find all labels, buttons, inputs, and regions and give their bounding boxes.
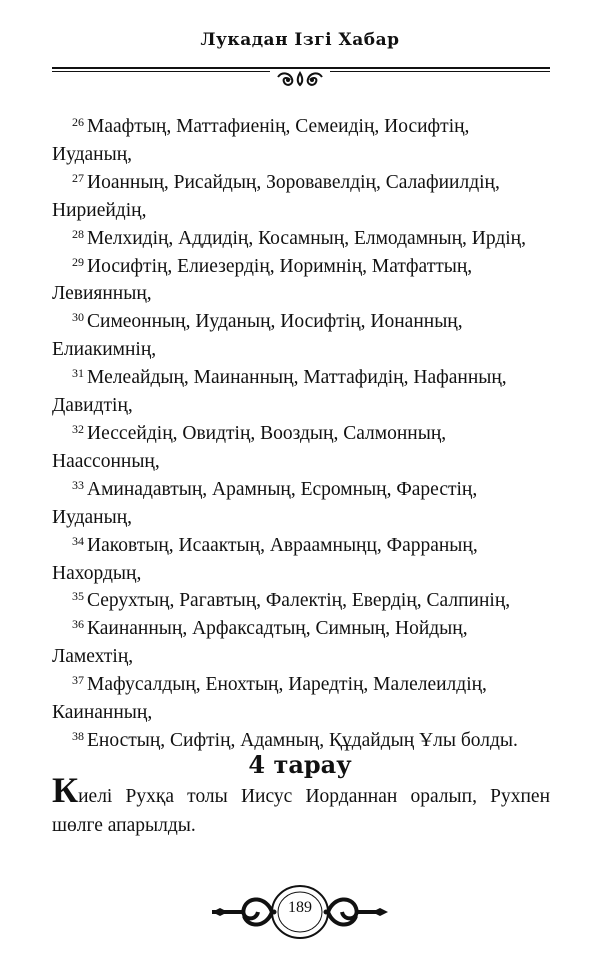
verse-number: 31 <box>72 366 84 381</box>
verse-line <box>52 699 552 727</box>
verse-line <box>52 392 552 420</box>
verse-text: Левиянның, <box>52 283 152 305</box>
verse-line <box>52 141 552 169</box>
verse-line <box>52 504 552 532</box>
verse-text: Наассонның, <box>52 450 160 472</box>
verse-text: Иаковтың, Исаактың, Авраамныңц, Фарраның, <box>87 534 478 556</box>
verse-text: Мафусалдың, Енохтың, Иаредтің, Малелеилдің, <box>87 674 487 696</box>
verse-text: Иуданың, <box>52 506 133 528</box>
verse-text: Маафтың, Маттафиенің, Семеидің, Иосифтің, <box>87 116 470 137</box>
verse-number: 28 <box>72 226 84 241</box>
verse-list <box>52 113 552 755</box>
verse-text: Иоанның, Рисайдың, Зоровавелдің, Салафиилдің, <box>87 171 500 193</box>
verse-text: Давидтің, <box>52 395 133 417</box>
verse-line <box>52 476 552 504</box>
running-header-title: Лукадан Ізгі Хабар <box>200 30 400 50</box>
verse-text: Ламехтің, <box>52 646 134 668</box>
verse-number: 37 <box>72 673 84 688</box>
drop-cap: К <box>52 770 79 810</box>
verse-line <box>52 336 552 364</box>
verse-number: 30 <box>72 310 84 325</box>
verse-line <box>52 169 552 197</box>
verse-line <box>52 643 552 671</box>
verse-text: Серухтың, Рагавтың, Фалектің, Евердің, Салпинің, <box>87 590 511 612</box>
verse-line <box>52 448 552 476</box>
verse-text: Каинанның, <box>52 702 153 724</box>
verse-number: 33 <box>72 477 84 492</box>
header-ornament-icon <box>270 69 330 89</box>
verse-text: Аминадавтың, Арамның, Есромның, Фарестің, <box>87 478 478 500</box>
verse-number: 36 <box>72 617 84 632</box>
verse-text: Нириейдің, <box>52 199 147 221</box>
verse-number: 35 <box>72 589 84 604</box>
chapter-heading: 4 тарау <box>248 750 352 779</box>
paragraph-text: иелі Рухқа толы Иисус Иорданнан оралып, Рухпен шөлге апарылды. <box>52 786 550 836</box>
verse-text: Иосифтің, Елиезердің, Иоримнің, Матфаттың, <box>87 255 473 277</box>
verse-text: Иессейдің, Овидтің, Вооздың, Салмонның, <box>87 422 447 444</box>
verse-line <box>52 253 552 281</box>
verse-text: Каинанның, Арфаксадтың, Симның, Нойдың, <box>87 618 468 640</box>
chapter-paragraph <box>52 770 550 840</box>
verse-line <box>52 308 552 336</box>
verse-number: 26 <box>72 115 84 129</box>
verse-text: Нахордың, <box>52 562 142 584</box>
verse-line <box>52 113 552 141</box>
verse-line <box>52 197 552 225</box>
verse-text: Еностың, Сифтің, Адамның, Құдайдың Ұлы болды. <box>87 729 518 751</box>
verse-number: 32 <box>72 421 84 436</box>
verse-text: Симеонның, Иуданың, Иосифтің, Ионанның, <box>87 311 463 333</box>
verse-number: 38 <box>72 728 84 743</box>
verse-line <box>52 364 552 392</box>
verse-number: 29 <box>72 254 84 269</box>
verse-line <box>52 532 552 560</box>
verse-text: Мелеайдың, Маинанның, Маттафидің, Нафанның, <box>87 367 507 389</box>
verse-line <box>52 420 552 448</box>
page-number: 189 <box>288 899 312 916</box>
verse-line <box>52 587 552 615</box>
verse-line <box>52 615 552 643</box>
verse-line <box>52 560 552 588</box>
verse-text: Мелхидің, Аддидің, Косамның, Елмодамның, Ирдің, <box>87 227 526 249</box>
verse-text: Иуданың, <box>52 143 133 165</box>
verse-line <box>52 280 552 308</box>
verse-text: Елиакимнің, <box>52 339 157 361</box>
verse-number: 34 <box>72 533 84 548</box>
verse-line <box>52 671 552 699</box>
verse-line <box>52 225 552 253</box>
verse-number: 27 <box>72 170 84 185</box>
